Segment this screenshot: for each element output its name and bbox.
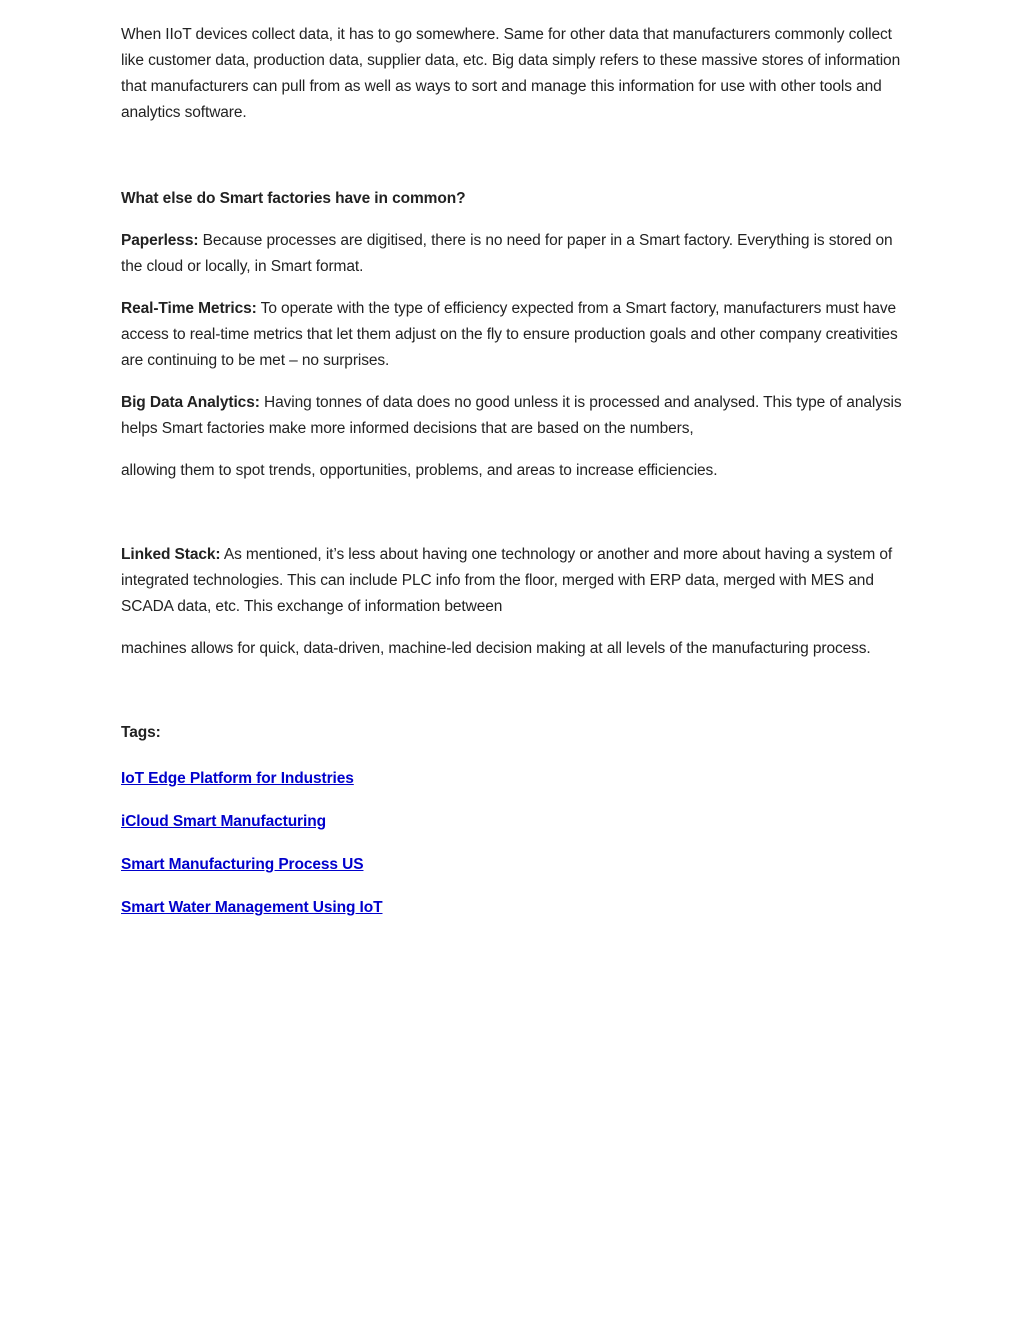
paragraph-real-time-metrics: [121, 296, 911, 374]
linked-stack-text: As mentioned, it’s less about having one technology or another and more about having a system of integrated technologies. This can include PLC info from the floor, merged with ERP data, merged with MES and SCADA data, etc. This exchange of information between: [121, 546, 893, 615]
paperless-text: Because processes are digitised, there is no need for paper in a Smart factory. Everything is stored on the cloud or locally, in Smart format.: [121, 232, 893, 275]
tag-link-iot-edge-platform[interactable]: IoT Edge Platform for Industries: [121, 770, 354, 787]
paperless-label: Paperless:: [121, 232, 199, 249]
big-data-analytics-label: Big Data Analytics:: [121, 394, 260, 411]
big-data-analytics-text: Having tonnes of data does no good unless it is processed and analysed. This type of analysis helps Smart factories make more informed decisions that are based on the numbers,: [121, 394, 902, 437]
tags-heading: Tags:: [121, 724, 161, 741]
paragraph-paperless: [121, 228, 911, 280]
paragraph-linked-stack: [121, 542, 911, 620]
tag-link-smart-manufacturing-process[interactable]: Smart Manufacturing Process US: [121, 856, 364, 873]
real-time-metrics-text: To operate with the type of efficiency expected from a Smart factory, manufacturers must have access to real-time metrics that let them adjust on the fly to ensure production goals and other company creativities are continuing to be met – no surprises.: [121, 300, 898, 369]
section-heading: What else do Smart factories have in common?: [121, 190, 466, 207]
paragraph-linked-stack-continued: machines allows for quick, data-driven, machine-led decision making at all levels of the manufacturing process.: [121, 640, 871, 657]
tag-link-icloud-smart-manufacturing[interactable]: iCloud Smart Manufacturing: [121, 813, 326, 830]
linked-stack-label: Linked Stack:: [121, 546, 221, 563]
real-time-metrics-label: Real-Time Metrics:: [121, 300, 257, 317]
document-page: [121, 22, 911, 938]
paragraph-big-data-analytics-continued: allowing them to spot trends, opportunities, problems, and areas to increase efficiencies.: [121, 462, 718, 479]
paragraph-big-data-analytics: [121, 390, 911, 442]
intro-paragraph: When IIoT devices collect data, it has to go somewhere. Same for other data that manufacturers commonly collect like customer data, production data, supplier data, etc. Big data simply refers to these massive stores of information that manufacturers can pull from as well as ways to sort and manage this information for use with other tools and analytics software.: [121, 26, 901, 121]
tag-link-smart-water-management[interactable]: Smart Water Management Using IoT: [121, 899, 383, 916]
